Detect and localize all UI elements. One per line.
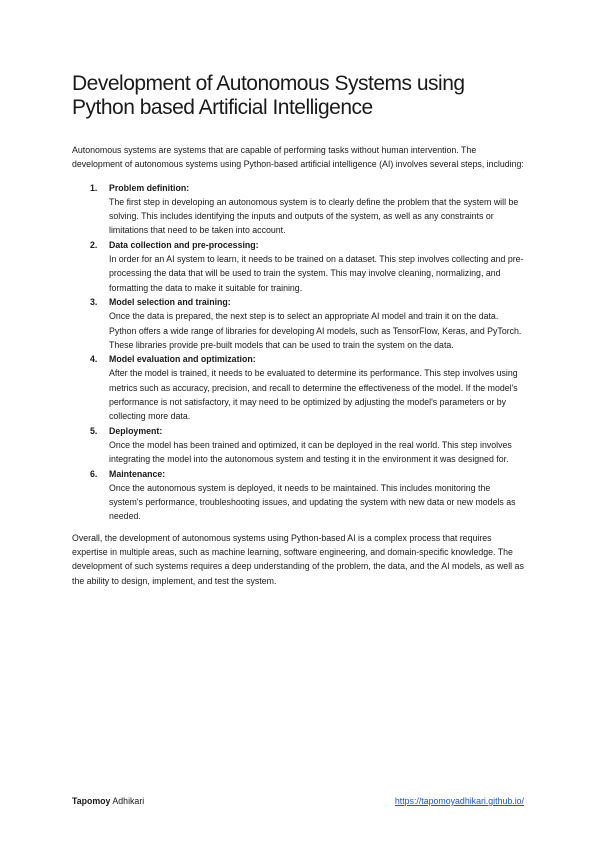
list-item [72,295,524,352]
step-title: Maintenance: [109,468,166,479]
step-title: Problem definition: [109,182,190,193]
step-description: In order for an AI system to learn, it needs to be trained on a dataset. This step involves collecting and pre-processing the data that will be used to train the system. This may involve cleaning, normalizing, and formatting the data to make it suitable for training. [109,254,524,293]
list-item [72,467,524,524]
author-first-name: Tapomoy [72,796,111,806]
step-number: 1. [90,182,98,193]
step-number: 5. [90,425,98,436]
step-title: Model selection and training: [109,296,231,307]
intro-paragraph: Autonomous systems are systems that are capable of performing tasks without human intervention. The development of autonomous systems using Python-based artificial intelligence (AI) involves several steps, including: [72,145,524,170]
step-description: Once the autonomous system is deployed, it needs to be maintained. This includes monitoring the system's performance, troubleshooting issues, and updating the system with new data or new models as needed. [109,482,516,522]
step-number: 2. [90,239,98,250]
step-title: Model evaluation and optimization: [109,354,256,365]
document-title: Development of Autonomous Systems using Python based Artificial Intelligence [72,72,465,119]
step-description: Once the data is prepared, the next step is to select an appropriate AI model and train it on the data. Python offers a wide range of libraries for developing AI models, such as TensorFlow, Keras, and PyTorch. These libraries provide pre-built models that can be used to train the system on the data. [109,311,522,350]
list-item [72,352,524,423]
page-footer [72,795,524,807]
step-number: 6. [90,468,98,479]
step-number: 4. [90,354,98,365]
website-link[interactable]: https://tapomoyadhikari.github.io/ [394,796,524,806]
step-title: Data collection and pre-processing: [109,239,259,250]
steps-list [72,181,524,524]
author-last-name: Adhikari [112,796,145,806]
list-item [72,424,524,467]
conclusion-paragraph: Overall, the development of autonomous systems using Python-based AI is a complex process that requires expertise in multiple areas, such as machine learning, software engineering, and domain-specific knowledge. The development of such systems requires a deep understanding of the problem, the data, and the AI models, as well as the ability to design, implement, and test the system. [72,532,524,586]
step-description: The first step in developing an autonomous system is to clearly define the problem that the system will be solving. This includes identifying the inputs and outputs of the system, as well as any constraints or limitations that need to be taken into account. [109,196,519,236]
step-title: Deployment: [109,425,163,436]
footer-author [72,796,144,806]
list-item [72,181,524,238]
step-description: After the model is trained, it needs to be evaluated to determine its performance. This step involves using metrics such as accuracy, precision, and recall to determine the effectiveness of the model. If the model's performance is not satisfactory, it may need to be optimized by adjusting the model's parameters or by collecting more data. [109,368,518,422]
step-number: 3. [90,296,98,307]
list-item [72,238,524,295]
document-body [72,143,524,588]
step-description: Once the model has been trained and optimized, it can be deployed in the real world. This step involves integrating the model into the autonomous system and testing it in the environment it was designed for. [109,439,512,465]
